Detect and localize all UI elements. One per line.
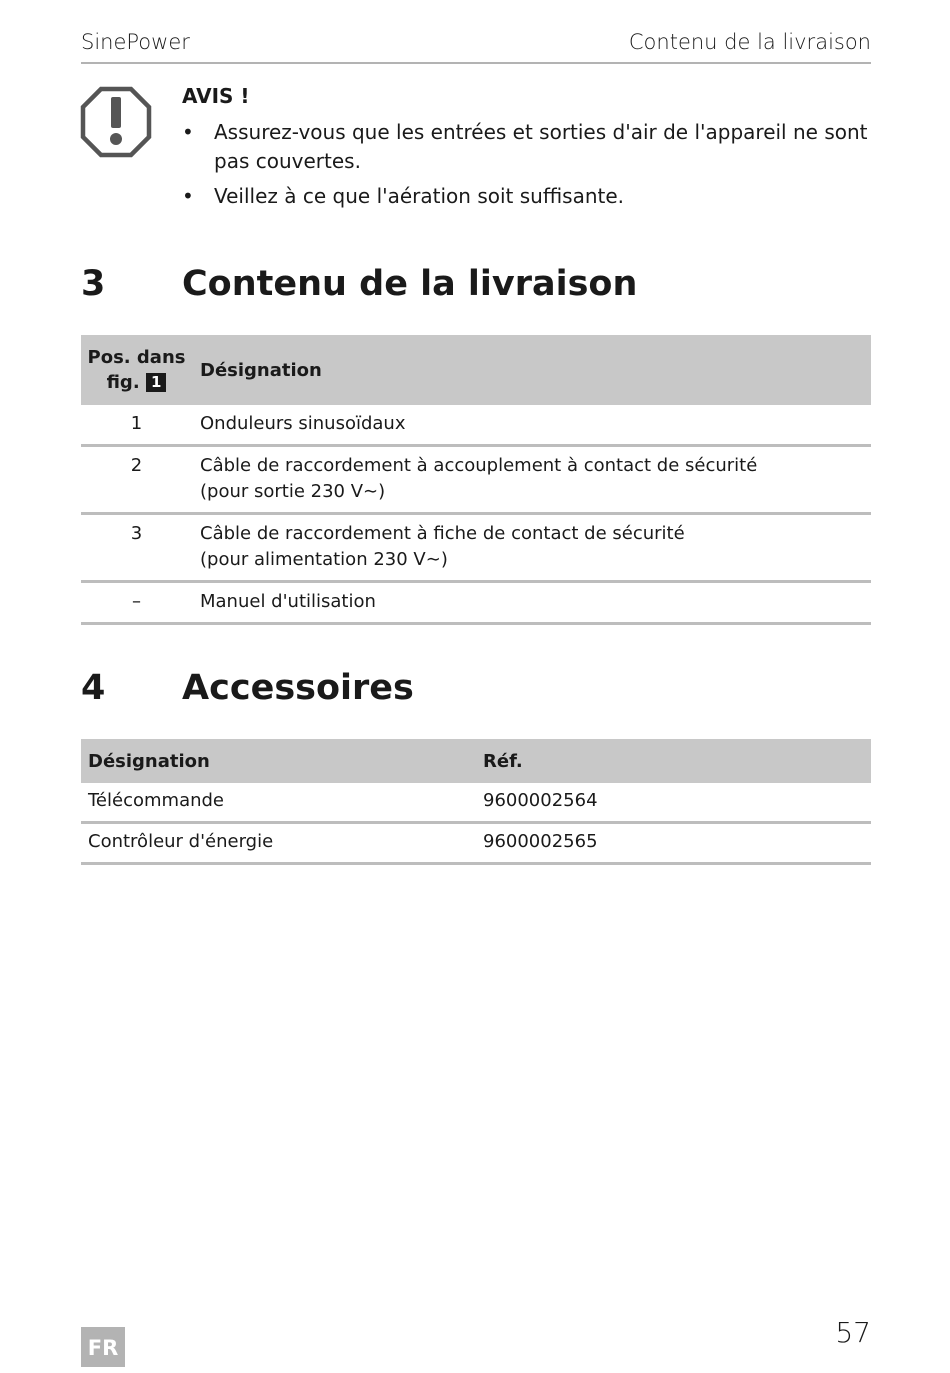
notice-title: AVIS ! [182, 84, 250, 108]
running-header [81, 30, 871, 64]
header-product-name: SinePower [81, 30, 190, 54]
accessory-reference: 9600002565 [476, 823, 871, 864]
table-row [81, 514, 871, 582]
table-header-row [81, 335, 871, 405]
page-number: 57 [835, 1316, 871, 1349]
notice-item: • Veillez à ce que l'aération soit suffisante. [182, 182, 872, 211]
alternating-current-icon: ∼ [363, 481, 379, 502]
header-chapter-title: Contenu de la livraison [628, 30, 871, 54]
row-position: 1 [81, 405, 192, 446]
exclamation-octagon-icon [80, 86, 152, 158]
table-row [81, 405, 871, 446]
column-header-reference: Réf. [476, 739, 871, 783]
column-header-designation: Désignation [81, 739, 476, 783]
alternating-current-icon: ∼ [425, 549, 441, 570]
figure-reference-badge: 1 [146, 373, 166, 392]
accessory-reference: 9600002564 [476, 783, 871, 823]
row-position: – [81, 582, 192, 624]
section-number: 3 [81, 264, 106, 304]
language-badge: FR [81, 1327, 125, 1367]
table-header-row [81, 739, 871, 783]
accessory-name: Télécommande [81, 783, 476, 823]
row-position: 2 [81, 446, 192, 514]
delivery-contents-table [81, 335, 871, 625]
section-number: 4 [81, 668, 106, 708]
column-header-position: Pos. dans fig. 1 [81, 335, 192, 405]
notice-item: • Assurez-vous que les entrées et sorties d'air de l'appareil ne sont pas couvertes. [182, 118, 872, 176]
table-row [81, 446, 871, 514]
notice-list [182, 118, 872, 217]
row-position: 3 [81, 514, 192, 582]
section-title: Accessoires [182, 668, 414, 708]
table-row [81, 823, 871, 864]
accessories-table [81, 739, 871, 865]
accessory-name: Contrôleur d'énergie [81, 823, 476, 864]
table-row [81, 783, 871, 823]
column-header-designation: Désignation [192, 335, 871, 405]
row-designation: Câble de raccordement à fiche de contact de sécurité (pour alimentation 230 V∼) [192, 514, 871, 582]
row-designation: Manuel d'utilisation [192, 582, 871, 624]
table-row [81, 582, 871, 624]
section-title: Contenu de la livraison [182, 264, 638, 304]
row-designation: Onduleurs sinusoïdaux [192, 405, 871, 446]
row-designation: Câble de raccordement à accouplement à contact de sécurité (pour sortie 230 V∼) [192, 446, 871, 514]
